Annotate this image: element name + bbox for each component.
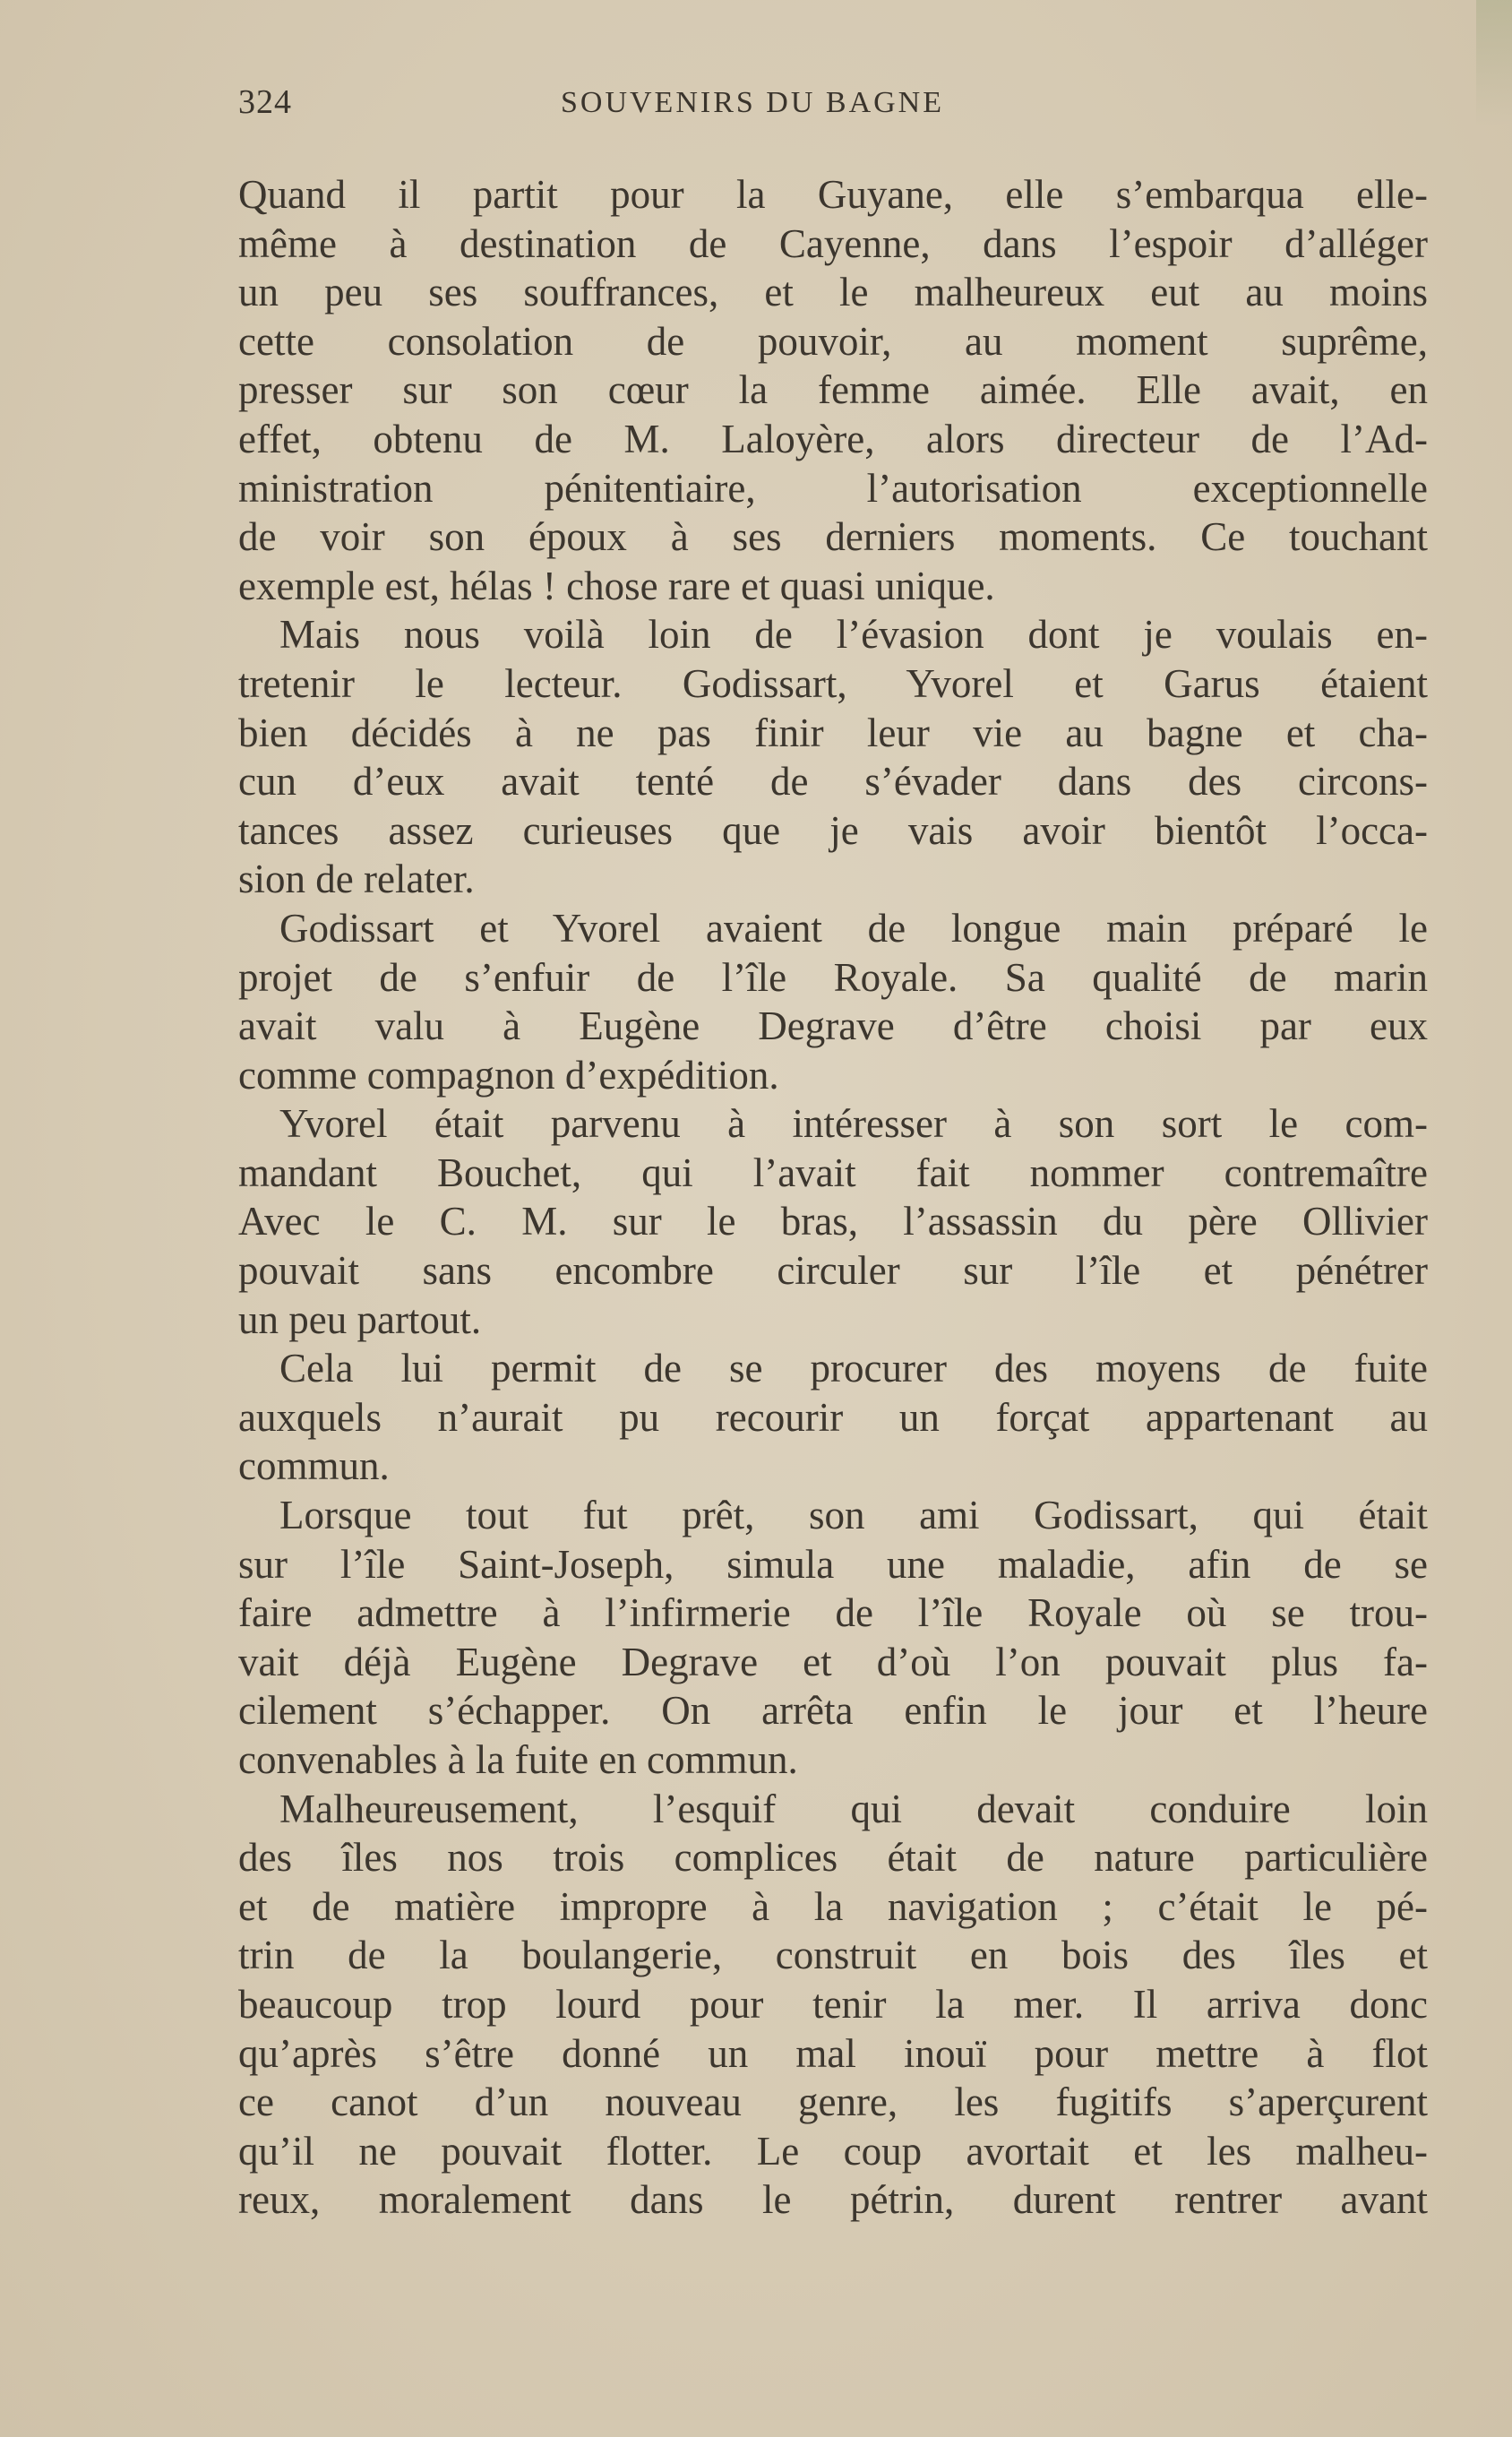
page-edge-stain xyxy=(1476,0,1512,125)
text-line: un peu partout. xyxy=(238,1296,482,1342)
text-line: cun d’eux avait tenté de s’évader dans des circons- xyxy=(238,759,1428,805)
text-line: vait déjà Eugène Degrave et d’où l’on pouvait plus fa- xyxy=(238,1639,1428,1684)
body-text xyxy=(238,170,1428,2225)
text-line: un peu ses souffrances, et le malheureux eut au moins xyxy=(238,270,1428,315)
text-line: Malheureusement, l’esquif qui devait conduire loin xyxy=(279,1786,1428,1831)
text-line: cette consolation de pouvoir, au moment suprême, xyxy=(238,318,1428,364)
text-line: sion de relater. xyxy=(238,857,475,902)
text-line: Avec le C. M. sur le bras, l’assassin du père Ollivier xyxy=(238,1199,1428,1244)
text-line: auxquels n’aurait pu recourir un forçat appartenant au xyxy=(238,1394,1428,1440)
text-line: sur l’île Saint-Joseph, simula une maladie, afin de se xyxy=(238,1541,1428,1587)
text-line: tretenir le lecteur. Godissart, Yvorel et Garus étaient xyxy=(238,660,1428,706)
text-line: même à destination de Cayenne, dans l’espoir d’alléger xyxy=(238,220,1428,266)
text-line: ce canot d’un nouveau genre, les fugitifs s’aperçurent xyxy=(238,2080,1428,2125)
text-line: Godissart et Yvorel avaient de longue main préparé le xyxy=(279,905,1428,951)
text-line: Lorsque tout fut prêt, son ami Godissart, qui était xyxy=(279,1493,1428,1538)
text-line: Cela lui permit de se procurer des moyens de fuite xyxy=(279,1346,1428,1391)
text-line: exemple est, hélas ! chose rare et quasi unique. xyxy=(238,563,995,608)
text-line: Yvorel était parvenu à intéresser à son sort le com- xyxy=(279,1101,1428,1147)
text-line: effet, obtenu de M. Laloyère, alors directeur de l’Ad- xyxy=(238,416,1428,461)
text-line: bien décidés à ne pas finir leur vie au bagne et cha- xyxy=(238,710,1428,755)
text-line: faire admettre à l’infirmerie de l’île Royale où se trou- xyxy=(238,1590,1428,1636)
text-line: mandant Bouchet, qui l’avait fait nommer contremaître xyxy=(238,1150,1428,1195)
text-line: qu’il ne pouvait flotter. Le coup avortait et les malheu- xyxy=(238,2128,1428,2174)
text-line: avait valu à Eugène Degrave d’être choisi par eux xyxy=(238,1003,1428,1049)
text-line: trin de la boulangerie, construit en bois des îles et xyxy=(238,1933,1428,1978)
text-line: qu’après s’être donné un mal inouï pour mettre à flot xyxy=(238,2030,1428,2076)
text-line: reux, moralement dans le pétrin, durent rentrer avant xyxy=(238,2177,1428,2223)
page-header xyxy=(238,82,1428,127)
text-line: et de matière impropre à la navigation ; c’était le pé- xyxy=(238,1883,1428,1929)
text-line: comme compagnon d’expédition. xyxy=(238,1052,779,1098)
text-line: pouvait sans encombre circuler sur l’île et pénétrer xyxy=(238,1248,1428,1294)
running-title: SOUVENIRS DU BAGNE xyxy=(560,86,945,119)
text-line: Quand il partit pour la Guyane, elle s’embarqua elle- xyxy=(238,172,1428,217)
text-line: ministration pénitentiaire, l’autorisation exceptionnelle xyxy=(238,465,1428,511)
text-line: commun. xyxy=(238,1443,390,1489)
text-line: convenables à la fuite en commun. xyxy=(238,1737,798,1782)
text-line: projet de s’enfuir de l’île Royale. Sa qualité de marin xyxy=(238,954,1428,1000)
text-line: presser sur son cœur la femme aimée. Elle avait, en xyxy=(238,367,1428,413)
text-line: de voir son époux à ses derniers moments. Ce touchant xyxy=(238,514,1428,560)
text-line: Mais nous voilà loin de l’évasion dont je voulais en- xyxy=(279,612,1428,658)
text-line: des îles nos trois complices était de nature particulière xyxy=(238,1835,1428,1881)
text-line: cilement s’échapper. On arrêta enfin le jour et l’heure xyxy=(238,1688,1428,1734)
text-line: beaucoup trop lourd pour tenir la mer. Il arriva donc xyxy=(238,1981,1428,2027)
page-number: 324 xyxy=(238,83,292,121)
text-line: tances assez curieuses que je vais avoir bientôt l’occa- xyxy=(238,807,1428,853)
